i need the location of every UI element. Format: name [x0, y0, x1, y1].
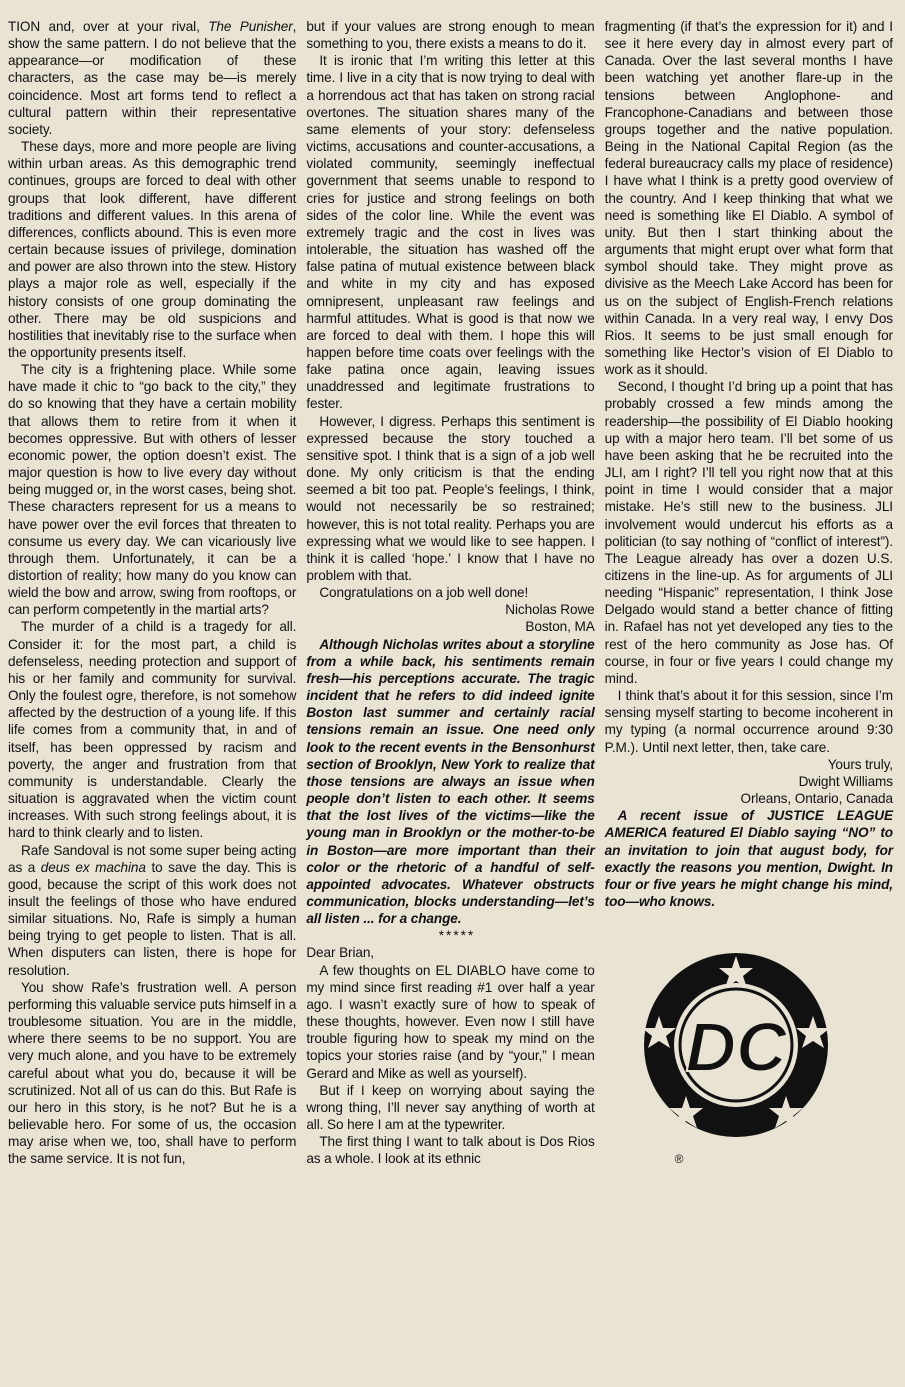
- paragraph: but if your values are strong enough to mean something to you, there exists a means to do it.: [306, 19, 595, 52]
- salutation: Dear Brian,: [306, 945, 374, 961]
- dc-logo: [641, 950, 831, 1166]
- editor-reply: A recent issue of JUSTICE LEAGUE AMERICA featured El Diablo saying “NO” to an invitation to join that august body, for exactly the reasons you mention, Dwight. In four or five years he might change his mind, too—who knows.: [604, 808, 893, 909]
- registered-mark: ®: [674, 1151, 684, 1166]
- paragraph: Second, I thought I’d bring up a point that has probably crossed a few minds among the readership—the possibility of El Diablo hooking up with a major hero team. I’ll bet some of us have been asking that he be recruited into the JLI, am I right? I’ll tell you right now that at this point in time I would consider that a major mistake. He’s still new to the business. JLI involvement would undercut his efforts as a politician (to say nothing of “conflict of interest”). The League already has over a dozen U.S. citizens in the line-up. As for arguments of JLI needing “Hispanic” representation, I think Jose Delgado would stand a better chance of fitting in. Rafael has not yet developed any ties to the rest of the hero community as Jose has. Of course, in four or five years I could change my mind.: [604, 379, 893, 686]
- paragraph: The city is a frightening place. While some have made it chic to “go back to the city,” they do so knowing that they have a certain mobility that allows them to retire from it when it becomes oppressive. But with others of lesser economic power, the option doesn’t exist. The major question is how to live every day without being mugged or, in the worst cases, being shot. These characters represent for us a means to have power over the evil forces that threaten to consume us every day. We can vicariously live through them. Unfortunately, it can be a distortion of reality; how many do you know can wield the bow and arrow, swing from rooftops, or can perform competently in the martial arts?: [8, 362, 297, 618]
- paragraph: The first thing I want to talk about is Dos Rios as a whole. I look at its ethnic: [306, 1134, 595, 1167]
- signature-close: Yours truly,: [827, 756, 893, 772]
- signature-place: Orleans, Ontario, Canada: [740, 791, 893, 807]
- paragraph: However, I digress. Perhaps this sentiment is expressed because the story touched a sensitive spot. I think that is a sign of a job well done. My only criticism is that the ending seemed a bit too pat. People’s feelings, I think, would not necessarily be so restrained; however, this is not total reality. Perhaps you are expressing what we would like to see happen. I think it is called ‘hope.’ I know that I have no problem with that.: [306, 413, 595, 583]
- logo-text: DC: [685, 1008, 787, 1087]
- dc-bullet-icon: [641, 950, 831, 1140]
- paragraph: Rafe Sandoval is not some super being acting as a deus ex machina to save the day. This is good, because the script of this work does not insult the feelings of those who have endured similar situations. No, Rafe is simply a human being trying to get people to listen. That is all. When disputers can listen, there is hope for resolution.: [8, 842, 297, 978]
- latin-term: deus ex machina: [40, 859, 146, 875]
- paragraph: These days, more and more people are living within urban areas. As this demographic trend continues, groups are forced to deal with other groups that look different, have different traditions and different values. In this arena of differences, conflicts abound. This is even more certain because issues of privilege, domination and power are also thrown into the stew. History plays a major role as well, especially if the history consists of one group dominating the other. There may be old suspicions and hostilities that inevitably rise to the surface when the opportunity presents itself.: [8, 139, 297, 360]
- section-divider: *****: [438, 928, 476, 944]
- paragraph: TION and, over at your rival, The Punisher, show the same pattern. I do not believe that the appearance—or modification of these characters, as the case may be—is merely coincidence. Most art forms tend to reflect a cultural pattern within their representative society.: [8, 19, 297, 137]
- signature-name: Nicholas Rowe: [505, 602, 595, 618]
- column-right: [605, 18, 893, 1387]
- paragraph: It is ironic that I’m writing this letter at this time. I live in a city that is now trying to deal with a horrendous act that has taken on strong racial overtones. The situation shares many of the same elements of your story: defenseless victims, accusations and counter-accusations, a violated community, seemingly ineffectual government that seems unable to respond to cries for justice and strong feelings on both sides of the color line. While the event was extremely tragic and the cost in lives was intolerable, the situation has washed off the false patina of mutual existence between black and white in my city and has exposed omnipresent, unpleasant raw feelings and harmful attitudes. What is good is that now we are forced to deal with them. I hope this will happen before time coats over feelings with the fake patina once again, leaving issues unaddressed and legitimate frustrations to fester.: [306, 53, 595, 412]
- paragraph: You show Rafe’s frustration well. A person performing this valuable service puts himself in a troublesome situation. You are in the middle, where there seems to be no support. You are very much alone, and you have to be extremely careful about what you do, because it will be scrutinized. Not all of us can do this. But Rafe is our hero in this story, is he not? But he is a believable hero. For some of us, the occasion may arise when we, too, shall have to perform the same service. It is not fun,: [8, 979, 297, 1167]
- editor-reply: Although Nicholas writes about a storyline from a while back, his sentiments remain fresh—his perceptions accurate. The tragic incident that he refers to did indeed ignite Boston last summer and certainly racial tensions remain an issue. One need only look to the recent events in the Bensonhurst section of Brooklyn, New York to realize that those tensions are always an issue when people don’t listen to each other. It seems that the lost lives of the victims—like the young man in Brooklyn or the mother-to-be in Boston—are more important than their color or the rhetoric of a handful of self-appointed advocates. Whatever obstructs communication, blocks understanding—let’s all listen ... for a change.: [306, 636, 595, 927]
- signature-place: Boston, MA: [525, 619, 595, 635]
- paragraph: I think that’s about it for this session, since I’m sensing myself starting to become incoherent in my typing (a normal occurrence around 9:30 P.M.). Until next letter, then, take care.: [604, 688, 893, 755]
- signature-name: Dwight Williams: [798, 773, 893, 789]
- paragraph: The murder of a child is a tragedy for all. Consider it: for the most part, a child is defenseless, needing protection and support of his or her family and community for survival. Only the foulest ogre, therefore, is not somehow affected by the destruction of a young life. If this life comes from a community that, in and of itself, has been oppressed by racism and poverty, the anger and frustration from that community is understandable. Clearly the situation is aggravated when the victim count increases. With such strong feelings about, it is hard to think clearly and to listen.: [8, 619, 297, 841]
- paragraph: A few thoughts on EL DIABLO have come to my mind since first reading #1 over half a year ago. I wasn’t exactly sure of how to speak of these thoughts, however. Even now I still have trouble figuring how to speak my mind on the topics your stories raise (and by “your,” I mean Gerard and Mike as well as yourself).: [306, 962, 595, 1081]
- title-italic: The Punisher: [208, 19, 293, 34]
- paragraph: Congratulations on a job well done!: [319, 585, 529, 601]
- column-left: [8, 18, 296, 1387]
- column-middle: [306, 18, 594, 1387]
- paragraph: But if I keep on worrying about saying the wrong thing, I’ll never say anything of worth at all. So here I am at the typewriter.: [306, 1082, 595, 1132]
- paragraph: fragmenting (if that’s the expression for it) and I see it here every day in almost every part of Canada. Over the last several months I have been watching yet another flare-up in the tensions between Anglophone- and Francophone-Canadians and between those groups together and the native population. Being in the National Capital Region (as the federal bureaucracy calls my place of residence) I have what I think is a pretty good overview of the country. And I keep thinking that what we need is something like El Diablo. A symbol of unity. But then I start thinking about the arguments that might erupt over what form that symbol should take. They might prove as divisive as the Meech Lake Accord has been for us on the subject of English-French relations within Canada. In a very real way, I envy Dos Rios. It seems to be just small enough for something like Hector’s vision of El Diablo to work as it should.: [604, 19, 893, 378]
